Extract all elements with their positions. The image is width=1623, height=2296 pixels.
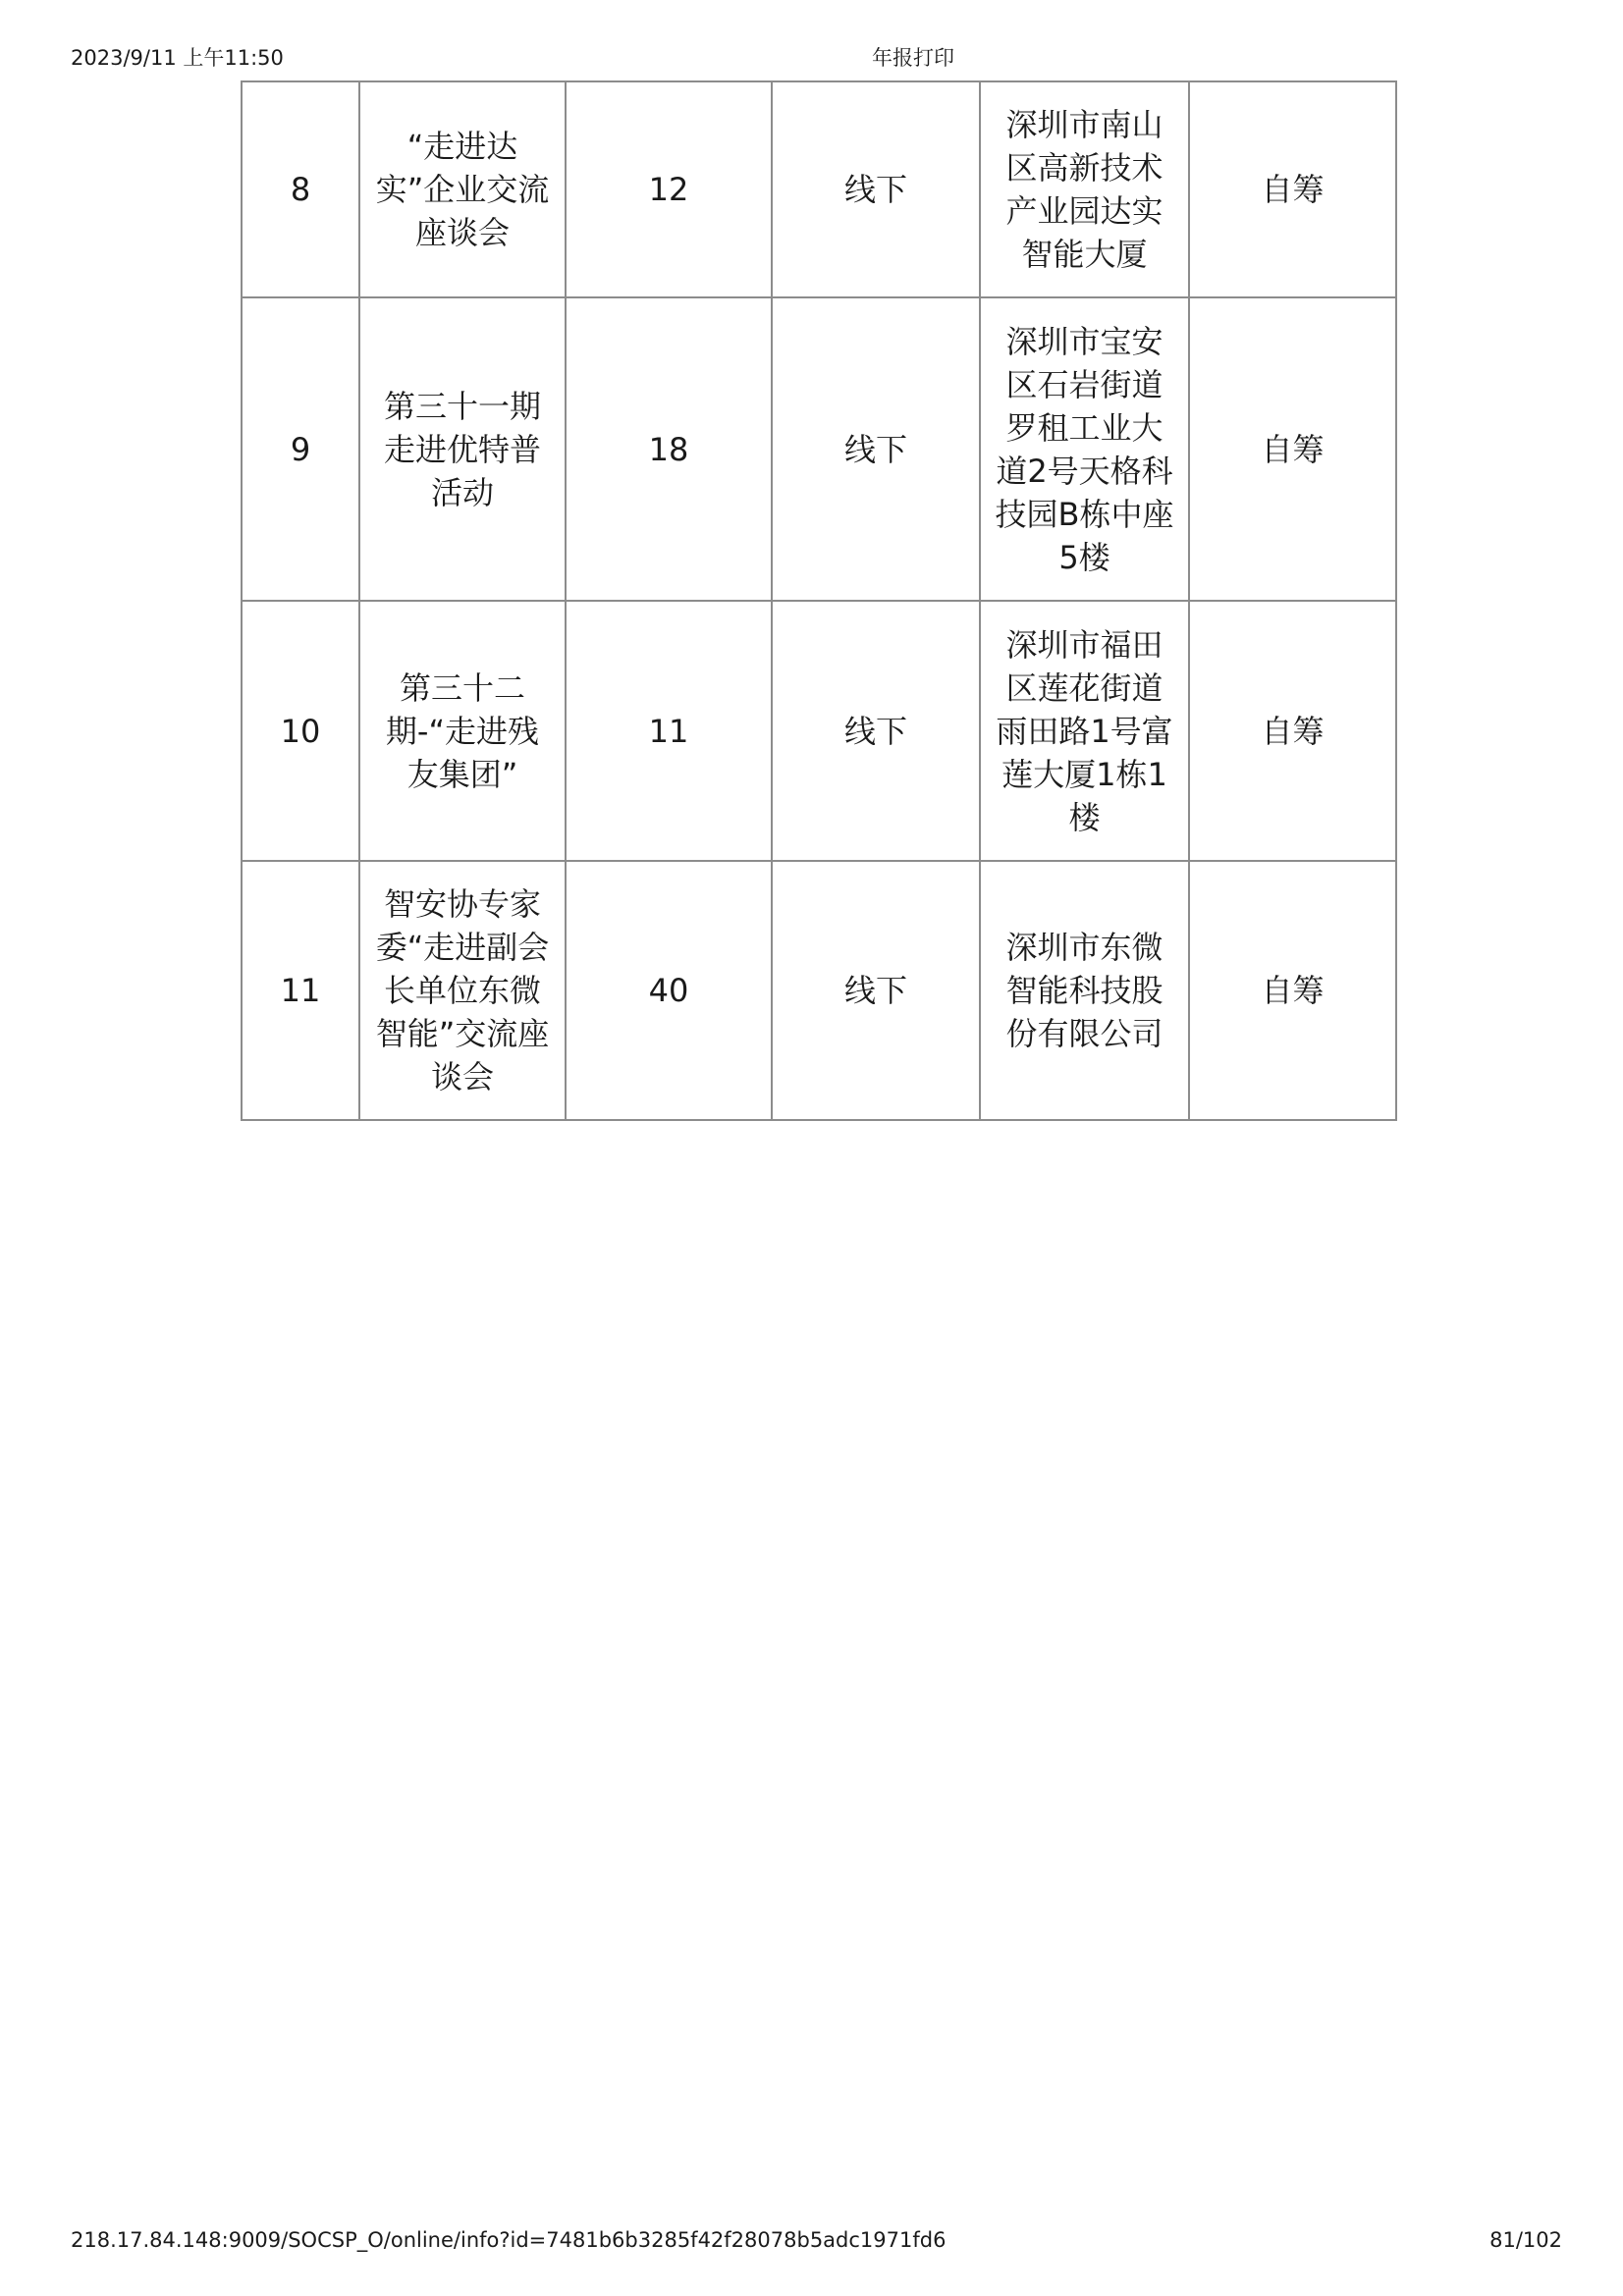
page-header-title: 年报打印	[872, 46, 954, 70]
participant-count: 40	[566, 861, 772, 1120]
activity-name: “走进达实”企业交流座谈会	[359, 81, 566, 297]
funding-source: 自筹	[1189, 81, 1396, 297]
activity-mode: 线下	[772, 297, 980, 601]
participant-count: 11	[566, 601, 772, 861]
activity-location: 深圳市宝安区石岩街道罗租工业大道2号天格科技园B栋中座5楼	[980, 297, 1189, 601]
table-row	[242, 601, 1396, 861]
table-row	[242, 297, 1396, 601]
row-number: 9	[242, 297, 359, 601]
activity-table	[241, 80, 1397, 1121]
funding-source: 自筹	[1189, 297, 1396, 601]
row-number: 10	[242, 601, 359, 861]
table-row	[242, 81, 1396, 297]
print-datetime: 2023/9/11 上午11:50	[71, 46, 284, 70]
activity-mode: 线下	[772, 861, 980, 1120]
activity-mode: 线下	[772, 601, 980, 861]
page-url: 218.17.84.148:9009/SOCSP_O/online/info?id=7481b6b3285f42f28078b5adc1971fd6	[71, 2228, 947, 2252]
funding-source: 自筹	[1189, 601, 1396, 861]
activity-location: 深圳市东微智能科技股份有限公司	[980, 861, 1189, 1120]
participant-count: 18	[566, 297, 772, 601]
page-number: 81/102	[1489, 2228, 1562, 2252]
activity-name: 第三十一期走进优特普活动	[359, 297, 566, 601]
activity-name: 第三十二期-“走进残友集团”	[359, 601, 566, 861]
activity-name: 智安协专家委“走进副会长单位东微智能”交流座谈会	[359, 861, 566, 1120]
activity-location: 深圳市南山区高新技术产业园达实智能大厦	[980, 81, 1189, 297]
participant-count: 12	[566, 81, 772, 297]
activity-location: 深圳市福田区莲花街道雨田路1号富莲大厦1栋1楼	[980, 601, 1189, 861]
row-number: 11	[242, 861, 359, 1120]
funding-source: 自筹	[1189, 861, 1396, 1120]
table-row	[242, 861, 1396, 1120]
row-number: 8	[242, 81, 359, 297]
activity-mode: 线下	[772, 81, 980, 297]
